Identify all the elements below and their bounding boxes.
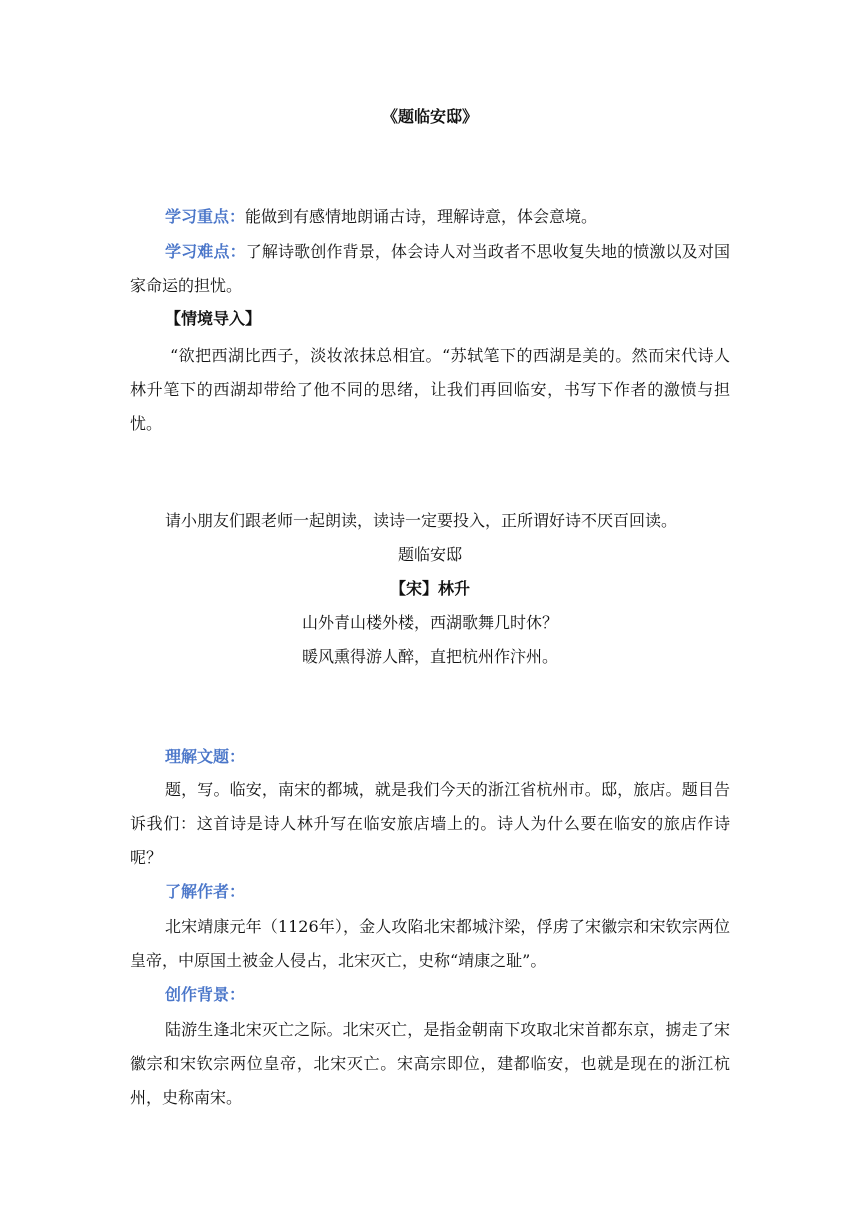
read-prompt: 请小朋友们跟老师一起朗读，读诗一定要投入，正所谓好诗不厌百回读。: [165, 511, 678, 530]
learning-focus-label: 学习重点：: [165, 207, 246, 226]
poem-line-1: 山外青山楼外楼，西湖歌舞几时休？: [301, 613, 558, 632]
author-info-label: 了解作者：: [165, 882, 246, 901]
learning-focus: [165, 205, 597, 229]
author-info-text: 北宋靖康元年（1126年），金人攻陷北宋都城汴梁，俘虏了宋徽宗和宋钦宗两位皇帝，中原国土被金人侵占，北宋灭亡，史称“靖康之耻”。: [130, 917, 730, 970]
understand-title-text: 题，写。临安，南宋的都城，就是我们今天的浙江省杭州市。邸，旅店。题目告诉我们：这首诗是诗人林升写在临安旅店墙上的。诗人为什么要在临安的旅店作诗呢？: [130, 780, 730, 867]
learning-difficulty: [130, 235, 730, 303]
poem-line-2: 暖风熏得游人醉，直把杭州作汴州。: [301, 647, 558, 666]
background-text: 陆游生逢北宋灭亡之际。北宋灭亡，是指金朝南下攻取北宋首都东京，掳走了宋徽宗和宋钦宗两位皇帝，北宋灭亡。宋高宗即位，建都临安，也就是现在的浙江杭州，史称南宋。: [130, 1020, 730, 1107]
learning-difficulty-text: 了解诗歌创作背景，体会诗人对当政者不思收复失地的愤激以及对国家命运的担忧。: [130, 242, 730, 295]
document-title: 《题临安邸》: [381, 107, 478, 126]
intro-text: “欲把西湖比西子，淡妆浓抹总相宜。“苏轼笔下的西湖是美的。然而宋代诗人林升笔下的西湖却带给了他不同的思绪，让我们再回临安，书写下作者的激愤与担忧。: [130, 346, 730, 433]
background-label: 创作背景：: [165, 985, 246, 1004]
poem-author: 【宋】林升: [389, 579, 470, 598]
learning-difficulty-label: 学习难点：: [165, 242, 246, 261]
intro-heading: 【情境导入】: [165, 309, 262, 328]
learning-focus-text: 能做到有感情地朗诵古诗，理解诗意，体会意境。: [245, 207, 598, 226]
poem-title: 题临安邸: [397, 545, 462, 564]
understand-title-label: 理解文题：: [165, 747, 246, 766]
